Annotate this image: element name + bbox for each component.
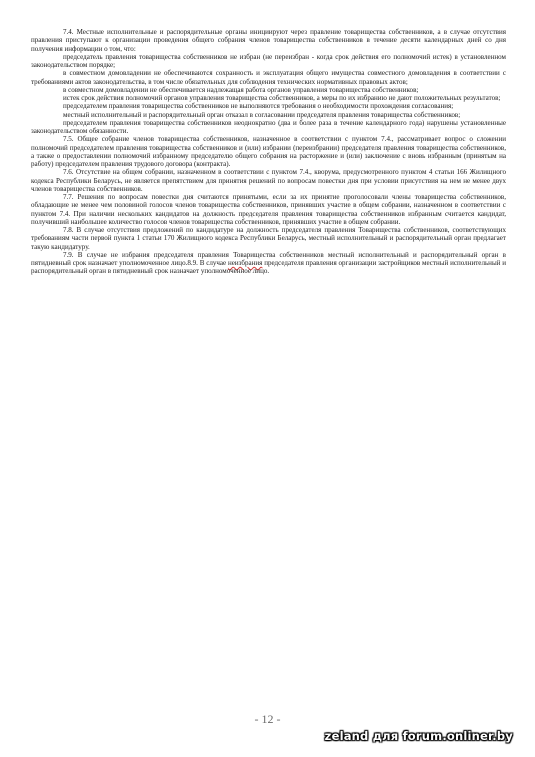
paragraph-7-5: 7.5. Общее собрание членов товарищества собственников, назначенное в соответствии с пунктом 7.4., рассматривает вопрос о сложении полномочий председателем правления товарищества собственников и (или) избрании (переизбрании) председателя правления товарищества собственников, а также о предоставлении полномочий избранному председателю общего собрания на расторжение и (или) заключение с вновь избранным (принятым на работу) председателем правления трудового договора (контракта).: [31, 135, 506, 168]
paragraph-7-9-text-end: председателя правления организации застройщиков местный исполнительный и распорядительный орган в пятидневный срок назначает уполномоченное лицо.: [31, 259, 506, 276]
paragraph-7-4-item-2: в совместном домовладении не обеспечиваются сохранность и эксплуатация общего имущества совместного домовладения в соответствии с требованиями актов законодательства, в том числе обязательных для соблюдения технических нормативных правовых актов;: [31, 69, 506, 86]
paragraph-7-4-item-4: истек срок действия полномочий органов управления товарищества собственников, а меры по их избранию не дают положительных результатов;: [63, 94, 501, 102]
paragraph-7-6: 7.6. Отсутствие на общем собрании, назначенном в соответствии с пунктом 7.4., кворума, предусмотренного пунктом 4 статьи 166 Жилищного кодекса Республики Беларусь, не является препятствием для принятия решений по вопросам повестки дня при условии присутствия на нем не менее двух членов товарищества собственников.: [31, 168, 506, 193]
paragraph-7-9: [31, 251, 506, 276]
paragraph-7-4: 7.4. Местные исполнительные и распорядительные органы инициируют через правление товарищества собственников, а в случае отсутствия правления приступают к организации проведения общего собрания членов товарищества собственников в течение десяти календарных дней со дня получения информации о том, что:: [31, 28, 506, 53]
paragraph-7-4-item-1: председатель правления товарищества собственников не избран (не переизбран - когда срок действия его полномочий истек) в установленном законодательством порядке;: [31, 52, 506, 69]
paragraph-7-9-text-start: 7.9. В случае не избрания председателя правления Товарищества собственников местный исполнительный и распорядительный орган в пятидневный срок назначает уполномоченное лицо.8.9. В случае: [31, 250, 506, 267]
paragraph-7-7: 7.7. Решения по вопросам повестки дня считаются принятыми, если за их принятие проголосовали члены товарищества собственников, обладающие не менее чем половиной голосов членов товарищества собственников, принявших участие в общем собрании, назначенном в соответствии с пунктом 7.4. При наличии нескольких кандидатов на должность председателя правления товарищества собственников избранным считается кандидат, получивший наибольшее количество голосов членов товарищества собственников, принявших участие в общем собрании.: [31, 193, 506, 226]
page-number: - 12 -: [254, 712, 281, 726]
paragraph-7-8: 7.8. В случае отсутствия предложений по кандидатуре на должность председателя правления Товарищества собственников, соответствующих требованиям части первой пункта 1 статьи 170 Жилищного кодекса Республики Беларусь, местный исполнительный и распорядительный орган предлагает такую кандидатуру.: [31, 226, 506, 251]
paragraph-7-4-item-7: председателем правления товарищества собственников неоднократно (два и более раза в течение календарного года) нарушены установленные законодательством обязанности.: [31, 118, 506, 135]
paragraph-7-4-item-3: в совместном домовладении не обеспечивается надлежащая работа органов управления товарищества собственников;: [63, 85, 419, 94]
paragraph-7-4-item-5: председателем правления товарищества собственников не выполняются требования о необходимости прохождения согласования;: [63, 102, 454, 111]
paragraph-7-4-item-6: местный исполнительный и распорядительный орган отказал в согласовании председателя правления товарищества собственников;: [63, 110, 461, 119]
watermark: zeland для forum.onliner.by: [324, 729, 513, 743]
document-body: [31, 28, 506, 276]
spellcheck-flagged-word[interactable]: неизбрания: [227, 259, 263, 267]
